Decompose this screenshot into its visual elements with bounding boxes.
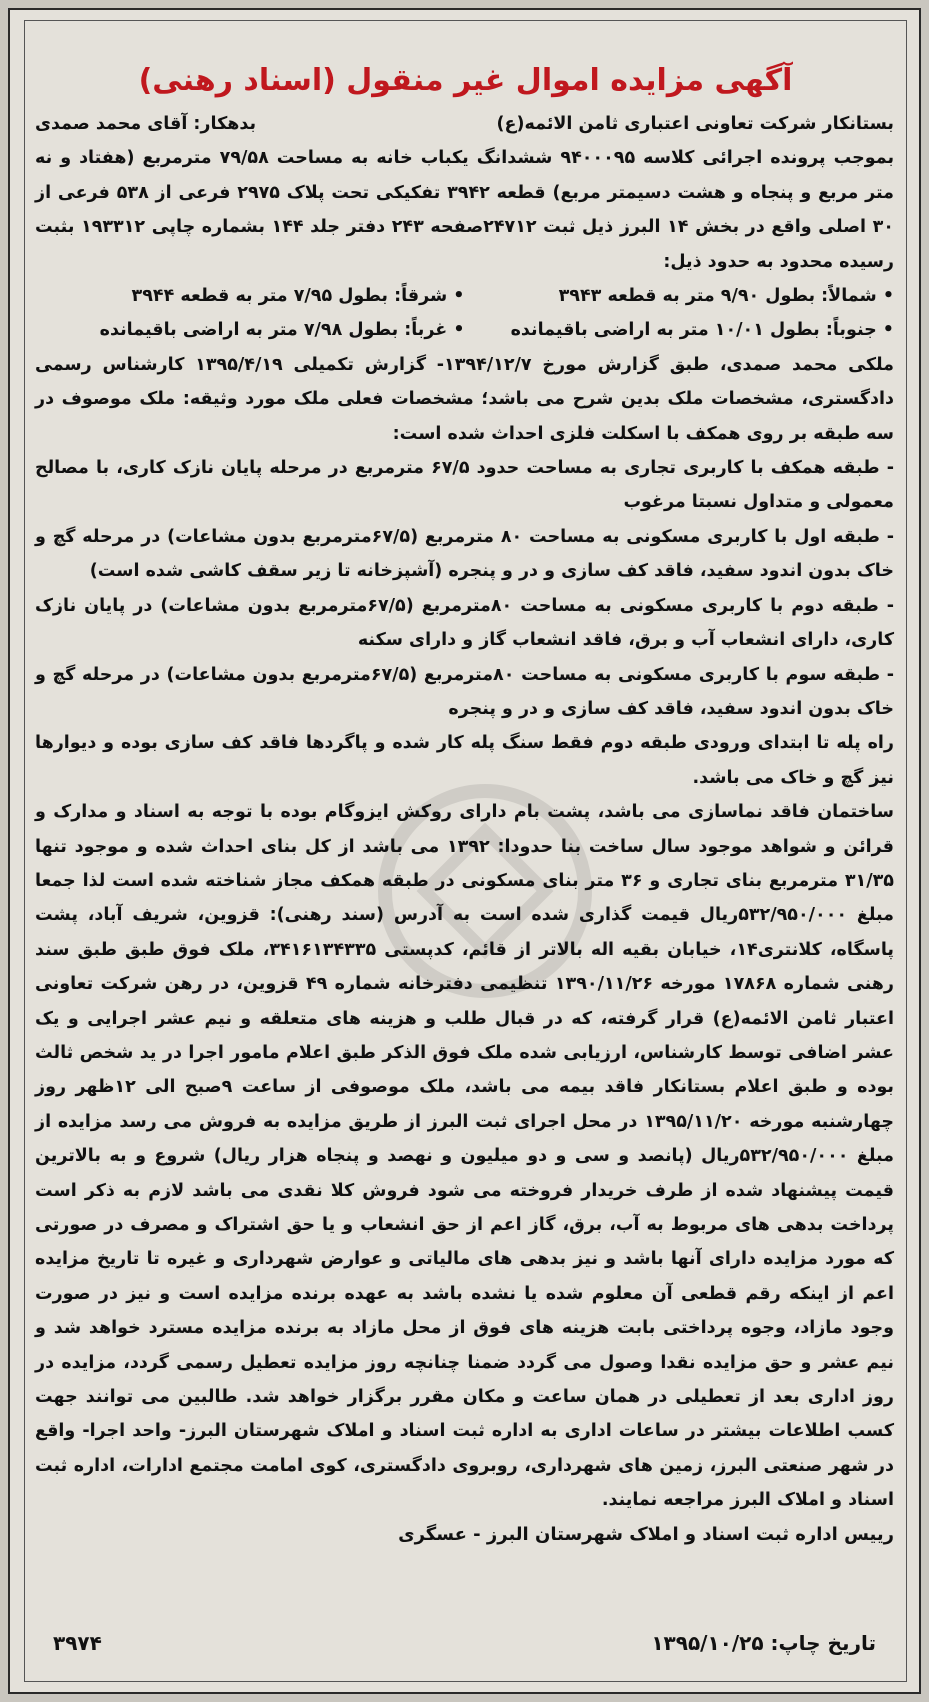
notice-title: آگهی مزایده اموال غیر منقول (اسناد رهنی) (138, 63, 793, 98)
floor-third-text: - طبقه سوم با کاربری مسکونی به مساحت ۸۰مترمربع (۶۷/۵مترمربع بدون مشاعات) در مرحله گچ و خاک بدون اندود سفید، فاقد کف سازی و در و پنجره (35, 664, 895, 719)
bound-east: • شرقاً: بطول ۷/۹۵ متر به قطعه ۳۹۴۴ (131, 286, 465, 307)
bound-north: • شمالاً: بطول ۹/۹۰ متر به قطعه ۳۹۴۳ (558, 286, 894, 307)
creditor-text: بستانکار شرکت تعاونی اعتباری ثامن الائمه(ع) (496, 114, 894, 134)
paragraph-intro: بموجب پرونده اجرائی کلاسه ۹۴۰۰۰۹۵ ششدانگ یکباب خانه به مساحت ۷۹/۵۸ مترمربع (هفتاد و نه متر مربع و پنجاه و هشت دسیمتر مربع) قطعه ۳۹۴۲ تفکیکی تحت پلاک ۲۹۷۵ فرعی از ۵۳۸ فرعی از ۳۰ اصلی واقع در بخش ۱۴ البرز ذیل ثبت ۲۴۷۱۲صفحه ۲۴۳ دفتر جلد ۱۴۴ بشماره چاپی ۱۹۳۳۱۲ بثبت رسیده محدود به حدود ذیل: (35, 148, 895, 272)
bound-south: • جنوباً: بطول ۱۰/۰۱ متر به اراضی باقیمانده (510, 320, 894, 341)
signature-line: رییس اداره ثبت اسناد و املاک شهرستان البرز - عسگری (398, 1523, 894, 1545)
bound-west: • غرباً: بطول ۷/۹۸ متر به اراضی باقیمانده (99, 320, 465, 341)
paragraph-stairs: راه پله تا ابتدای ورودی طبقه دوم فقط سنگ پله کار شده و پاگردها فاقد کف سازی بوده و دیوارها نیز گچ و خاک می باشد. (35, 733, 894, 788)
print-date: تاریخ چاپ: ۱۳۹۵/۱۰/۲۵ (651, 1631, 876, 1655)
notice-code: ۳۹۷۴ (53, 1631, 102, 1655)
bounds-row-2 (35, 313, 894, 347)
parties-line (35, 107, 894, 141)
floor-ground-text: - طبقه همکف با کاربری تجاری به مساحت حدود ۶۷/۵ مترمربع در مرحله پایان نازک کاری، با مصالح معمولی و متداول نسبتا مرغوب (35, 458, 894, 513)
notice-footer (53, 1631, 876, 1655)
floor-first-text: - طبقه اول با کاربری مسکونی به مساحت ۸۰ مترمربع (۶۷/۵مترمربع بدون مشاعات) در مرحله گچ و خاک بدون اندود سفید، فاقد کف سازی و در و پنجره (آشپزخانه تا زیر سقف کاشی شده است) (35, 526, 894, 582)
notice-frame (24, 20, 907, 1682)
debtor-text: بدهکار: آقای محمد صمدی (35, 114, 257, 134)
bounds-row-1 (35, 279, 894, 313)
floor-second-text: - طبقه دوم با کاربری مسکونی به مساحت ۸۰مترمربع (۶۷/۵مترمربع بدون مشاعات) در پایان نازک کاری، دارای انشعاب آب و برق، فاقد انشعاب گاز و دارای سکنه (35, 595, 894, 651)
paragraph-auction: ساختمان فاقد نماسازی می باشد، پشت بام دارای روکش ایزوگام بوده با توجه به اسناد و مدارک و قرائن و شواهد موجود سال ساخت بنا حدودا: ۱۳۹۲ می باشد از کل بنای احداث شده و موجود تنها ۳۱/۳۵ مترمربع بنای تجاری و ۳۶ متر بنای مسکونی در طبقه همکف مجاز شناخته شده است لذا جمعا مبلغ ۵۳۲/۹۵۰/۰۰۰ریال قیمت گذاری شده است به آدرس (سند رهنی): قزوین، شریف آباد، پشت پاسگاه، کلانتری۱۴، خیابان بقیه اله بالاتر از قائم، کدپستی ۳۴۱۶۱۳۴۳۳۵، ملک فوق طبق طبق سند رهنی شماره ۱۷۸۶۸ مورخه ۱۳۹۰/۱۱/۲۶ تنظیمی دفترخانه شماره ۴۹ قزوین، در رهن شرکت تعاونی اعتبار ثامن الائمه(ع) قرار گرفته، که در قبال طلب و هزینه های متعلقه و نیم عشر اجرایی و یک عشر اضافی توسط کارشناس، ارزیابی شده ملک فوق الذکر طبق اعلام مامور اجرا در ید شخص ثالث بوده و طبق اعلام بستانکار فاقد بیمه می باشد، ملک موصوفی از ساعت ۹صبح الی ۱۲ظهر روز چهارشنبه مورخه ۱۳۹۵/۱۱/۲۰ در محل اجرای ثبت البرز از طریق مزایده به فروش می رسد مزایده از مبلغ ۵۳۲/۹۵۰/۰۰۰ریال (پانصد و سی و دو میلیون و نهصد و پنجاه هزار ریال) شروع و به بالاترین قیمت پیشنهاد شده از طرف خریدار فروخته می شود فروش کلا نقدی می باشد لازم به ذکر است پرداخت بدهی های مربوط به آب، برق، گاز اعم از حق انشعاب و یا حق اشتراک و مصرف در صورتی که مورد مزایده دارای آنها باشد و نیز بدهی های مالیاتی و عوارض شهرداری و غیره تا تاریخ مزایده اعم از اینکه رقم قطعی آن معلوم شده یا نشده باشد به عهده برنده مزایده است و نیز در صورت وجود مازاد، وجوه پرداختی بابت هزینه های فوق از محل مازاد به برنده مزایده مسترد خواهد شد و نیم عشر و حق مزایده نقدا وصول می گردد ضمنا چنانچه روز مزایده تعطیل رسمی گردد، مزایده در روز اداری بعد از تعطیلی در همان ساعت و مکان مقرر برگزار خواهد شد. طالبین می توانند جهت کسب اطلاعات بیشتر در ساعات اداری به اداره ثبت اسناد و املاک شهرستان البرز- واحد اجرا- واقع در شهر صنعتی البرز، زمین های شهرداری، روبروی دادگستری، کوی امامت مجتمع ادارات، اداره ثبت اسناد و املاک البرز مراجعه نمایند. (35, 802, 895, 1511)
paragraph-specs: ملکی محمد صمدی، طبق گزارش مورخ ۱۳۹۴/۱۲/۷- گزارش تکمیلی ۱۳۹۵/۴/۱۹ کارشناس رسمی دادگستری، مشخصات ملک بدین شرح می باشد؛ مشخصات فعلی ملک مورد وثیقه: ملک موصوف در سه طبقه بر روی همکف با اسکلت فلزی احداث شده است: (35, 354, 894, 444)
notice-sheet (8, 8, 921, 1694)
notice-body (35, 107, 894, 1552)
